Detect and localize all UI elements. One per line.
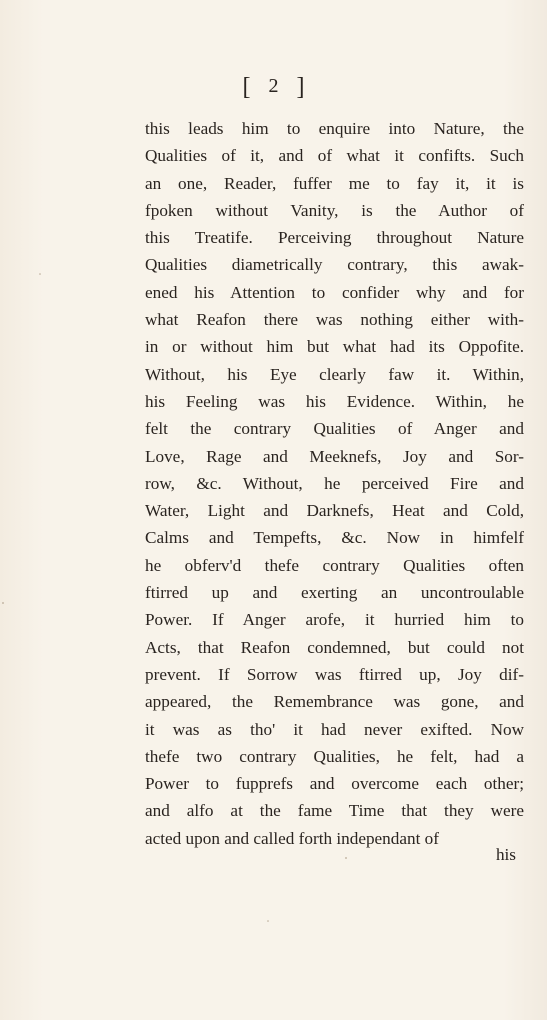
page-number: 2 [268, 75, 279, 97]
text-line: ened his Attention to confider why and for [145, 282, 524, 302]
text-line: in or without him but what had its Oppofite. [145, 337, 524, 357]
text-line: it was as tho' it had never exifted. Now [145, 719, 524, 739]
left-bracket: [ [242, 73, 251, 101]
text-line: Calms and Tempefts, &c. Now in himfelf [145, 528, 524, 548]
catchword-row [145, 845, 524, 875]
text-line: this leads him to enquire into Nature, the [145, 119, 524, 138]
text-line: acted upon and called forth independant of [145, 828, 439, 848]
right-bracket: ] [296, 73, 305, 101]
text-line: thefe two contrary Qualities, he felt, had a [145, 746, 524, 766]
text-line: and alfo at the fame Time that they were [145, 801, 524, 821]
text-line: this Treatife. Perceiving throughout Nature [145, 228, 524, 248]
text-line: Qualities diametrically contrary, this awak- [145, 255, 524, 275]
text-line: his Feeling was his Evidence. Within, he [145, 391, 524, 411]
text-line: fpoken without Vanity, is the Author of [145, 200, 524, 220]
text-line: Water, Light and Darknefs, Heat and Cold, [145, 501, 524, 521]
text-line: Without, his Eye clearly faw it. Within, [145, 364, 524, 384]
paper-speck [2, 602, 4, 604]
text-line: an one, Reader, fuffer me to fay it, it is [145, 173, 524, 193]
text-line: prevent. If Sorrow was ftirred up, Joy dif- [145, 664, 524, 684]
text-line: what Reafon there was nothing either with- [145, 310, 524, 330]
catchword: his [495, 845, 516, 864]
text-line: he obferv'd thefe contrary Qualities often [145, 555, 524, 575]
text-line: ftirred up and exerting an uncontroulable [145, 583, 524, 603]
text-line: Love, Rage and Meeknefs, Joy and Sor- [145, 446, 524, 466]
text-line: felt the contrary Qualities of Anger and [145, 419, 524, 439]
paper-speck [39, 273, 41, 275]
page-header [0, 74, 547, 101]
text-line: Power. If Anger arofe, it hurried him to [145, 610, 524, 630]
text-line: Acts, that Reafon condemned, but could not [145, 637, 524, 657]
text-block [145, 115, 524, 852]
paper-speck [267, 920, 269, 922]
text-line: Power to fupprefs and overcome each other; [145, 774, 524, 794]
text-line: row, &c. Without, he perceived Fire and [145, 473, 524, 493]
text-line: appeared, the Remembrance was gone, and [145, 692, 524, 712]
text-line: Qualities of it, and of what it confifts. Such [145, 146, 524, 166]
